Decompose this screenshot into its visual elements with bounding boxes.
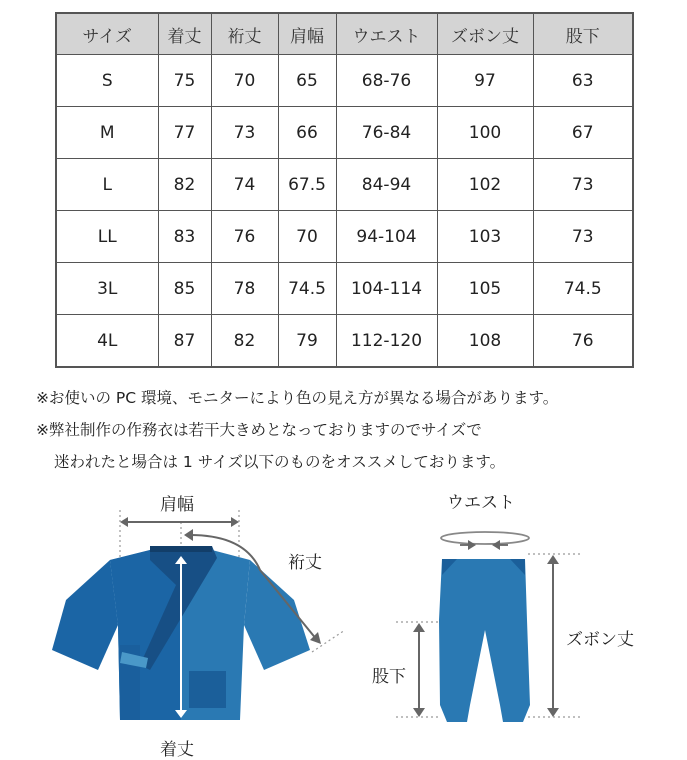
- cell: 103: [437, 211, 533, 263]
- cell: 76-84: [336, 107, 437, 159]
- header-sleeve-length: 裄丈: [211, 13, 278, 55]
- cell: 74: [211, 159, 278, 211]
- pants-diagram: [360, 480, 687, 740]
- cell: 63: [533, 55, 633, 107]
- cell: 97: [437, 55, 533, 107]
- cell: 102: [437, 159, 533, 211]
- table-row: [56, 55, 633, 107]
- cell: 77: [158, 107, 211, 159]
- header-body-length: 着丈: [158, 13, 211, 55]
- cell: 73: [211, 107, 278, 159]
- cell: 78: [211, 263, 278, 315]
- body-length-label: 着丈: [160, 740, 194, 760]
- cell: 94-104: [336, 211, 437, 263]
- header-waist: ウエスト: [336, 13, 437, 55]
- cell: 68-76: [336, 55, 437, 107]
- jacket-diagram: [0, 480, 360, 760]
- header-shoulder-width: 肩幅: [278, 13, 336, 55]
- note-sizing-advice-cont: 迷われたと場合は 1 サイズ以下のものをオススメしております。: [54, 453, 506, 471]
- cell: 105: [437, 263, 533, 315]
- cell: S: [56, 55, 158, 107]
- note-color-disclaimer: ※お使いの PC 環境、モニターにより色の見え方が異なる場合があります。: [36, 389, 559, 407]
- cell: 100: [437, 107, 533, 159]
- cell: 73: [533, 159, 633, 211]
- size-table: [55, 12, 634, 368]
- cell: 82: [211, 315, 278, 368]
- cell: 85: [158, 263, 211, 315]
- cell: 75: [158, 55, 211, 107]
- cell: 112-120: [336, 315, 437, 368]
- waist-label: ウエスト: [447, 493, 515, 513]
- pants-icon: [360, 480, 687, 740]
- cell: 104-114: [336, 263, 437, 315]
- cell: 66: [278, 107, 336, 159]
- cell: 108: [437, 315, 533, 368]
- cell: 76: [211, 211, 278, 263]
- cell: 67.5: [278, 159, 336, 211]
- cell: 73: [533, 211, 633, 263]
- cell: 84-94: [336, 159, 437, 211]
- header-pants-length: ズボン丈: [437, 13, 533, 55]
- cell: 83: [158, 211, 211, 263]
- table-row: [56, 263, 633, 315]
- cell: 82: [158, 159, 211, 211]
- table-row: [56, 107, 633, 159]
- cell: 3L: [56, 263, 158, 315]
- header-size: サイズ: [56, 13, 158, 55]
- cell: 70: [278, 211, 336, 263]
- cell: 65: [278, 55, 336, 107]
- cell: 4L: [56, 315, 158, 368]
- table-row: [56, 211, 633, 263]
- note-sizing-advice: ※弊社制作の作務衣は若干大きめとなっておりますのでサイズで: [36, 421, 482, 439]
- shoulder-width-label: 肩幅: [160, 495, 194, 515]
- table-row: [56, 159, 633, 211]
- header-inseam: 股下: [533, 13, 633, 55]
- cell: L: [56, 159, 158, 211]
- cell: 74.5: [278, 263, 336, 315]
- table-header-row: [56, 13, 633, 55]
- cell: LL: [56, 211, 158, 263]
- jacket-icon: [0, 480, 360, 760]
- cell: 76: [533, 315, 633, 368]
- sleeve-length-label: 裄丈: [288, 553, 322, 573]
- cell: 67: [533, 107, 633, 159]
- cell: 70: [211, 55, 278, 107]
- cell: 74.5: [533, 263, 633, 315]
- inseam-label: 股下: [372, 667, 406, 687]
- cell: M: [56, 107, 158, 159]
- pants-length-label: ズボン丈: [566, 630, 634, 650]
- table-row: [56, 315, 633, 368]
- notes: [36, 382, 558, 478]
- cell: 79: [278, 315, 336, 368]
- cell: 87: [158, 315, 211, 368]
